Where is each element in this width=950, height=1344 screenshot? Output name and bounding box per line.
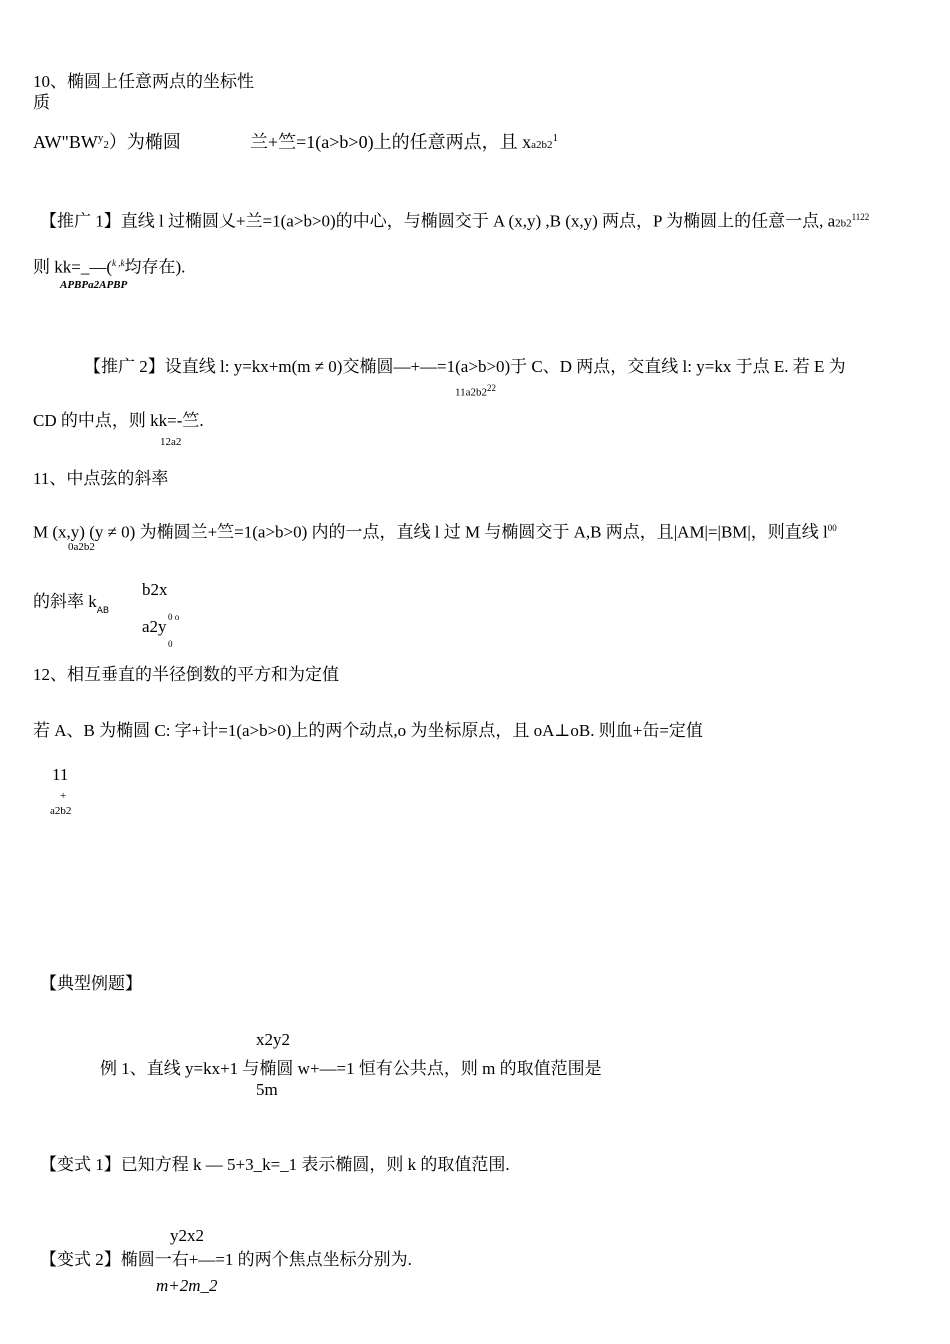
sec10-stmt-tail-sup: 1 — [552, 132, 558, 144]
sec10-title-line2: 质 — [33, 93, 50, 112]
sec10-statement-left — [33, 128, 181, 155]
sec10-stmt-tail-sub: a2b2 — [531, 139, 553, 151]
tuiguang1-tail-sup: 1122 — [851, 212, 870, 222]
sec12-title: 12、相互垂直的半径倒数的平方和为定值 — [33, 665, 339, 684]
sec10-stmt-sup: y — [97, 132, 104, 144]
ex1-den: 5m — [256, 1080, 278, 1099]
tuiguang1-then-sup: k ,k — [112, 258, 125, 268]
ex1-num: x2y2 — [256, 1030, 290, 1049]
sec12-line: 若 A、B 为椭圆 C: 字+计=1(a>b>0)上的两个动点,o 为坐标原点，且 oA⊥oB. 则血+缶=定值 — [33, 721, 703, 740]
sec11-slope-label: 的斜率 k — [33, 592, 97, 611]
tuiguang1-tail-sub: 2 — [835, 217, 841, 230]
tuiguang1-under: APBPa2APBP — [60, 279, 128, 291]
tuiguang1-then-tail: 均存在). — [124, 257, 186, 277]
sec11-frac-num: b2x — [142, 580, 168, 599]
sec10-stmt-text: AW"BW — [33, 132, 98, 152]
tuiguang2-under — [455, 378, 496, 403]
sec11-under: 0a2b2 — [68, 541, 95, 553]
variant2-num: y2x2 — [170, 1226, 204, 1245]
examples-heading: 【典型例题】 — [40, 974, 142, 993]
tuiguang2-line: 【推广 2】设直线 l: y=kx+m(m ≠ 0)交椭圆—+—=1(a>b>0)于 C、D 两点，交直线 l: y=kx 于点 E. 若 E 为 — [84, 357, 846, 376]
sec12-frac-plus: + — [60, 790, 67, 802]
variant2-line: 【变式 2】椭圆一右+—=1 的两个焦点坐标分别为. — [40, 1250, 412, 1269]
ex1-line: 例 1、直线 y=kx+1 与椭圆 w+—=1 恒有公共点，则 m 的取值范围是 — [100, 1059, 602, 1078]
sec10-stmt-mid: ）为椭圆 — [108, 132, 181, 152]
sec11-line — [33, 518, 837, 543]
sec11-frac-den-sub: 0 — [168, 639, 173, 649]
sec11-slope-sub: AB — [96, 606, 110, 616]
tuiguang2-under-sup: 22 — [486, 383, 496, 393]
sec10-stmt-eq: 兰+竺=1(a>b>0)上的任意两点，且 x — [250, 132, 532, 152]
sec11-slope — [33, 592, 109, 615]
tuiguang1-text: 【推广 1】直线 l 过椭圆乂+兰=1(a>b>0)的中心，与椭圆交于 A (x,y) ,B (x,y) 两点，P 为椭圆上的任意一点, a — [40, 211, 836, 231]
tuiguang1-then — [33, 253, 185, 278]
tuiguang2-under2: 12a2 — [160, 436, 182, 448]
variant1-line: 【变式 1】已知方程 k — 5+3_k=_1 表示椭圆，则 k 的取值范围. — [40, 1155, 510, 1174]
sec12-frac-num: 11 — [52, 765, 69, 784]
sec10-stmt-sub: 2 — [103, 139, 109, 151]
variant2-den: m+2m_2 — [156, 1276, 218, 1295]
sec11-frac-num-sup: 0 o — [168, 612, 180, 622]
sec11-line-sup: 00 — [827, 523, 837, 533]
sec12-frac-den: a2b2 — [50, 805, 72, 817]
tuiguang1-tail-sub2: 2 — [846, 217, 852, 230]
tuiguang1-line — [40, 207, 869, 234]
sec11-frac-den: a2y — [142, 617, 167, 636]
sec10-title-line1: 10、椭圆上任意两点的坐标性 — [33, 72, 254, 91]
tuiguang2-under-text: 11a2b2 — [455, 386, 487, 399]
tuiguang1-then-text: 则 kk=_—( — [33, 257, 112, 277]
sec11-line-text: M (x,y) (y ≠ 0) 为椭圆兰+竺=1(a>b>0) 内的一点，直线 l 过 M 与椭圆交于 A,B 两点，且|AM|=|BM|，则直线 l — [33, 522, 828, 542]
sec10-statement-eq — [250, 128, 558, 155]
sec11-title: 11、中点弦的斜率 — [33, 469, 169, 488]
tuiguang2-line2: CD 的中点，则 kk=-竺. — [33, 411, 204, 430]
tuiguang1-tail-mid: b — [840, 217, 847, 230]
